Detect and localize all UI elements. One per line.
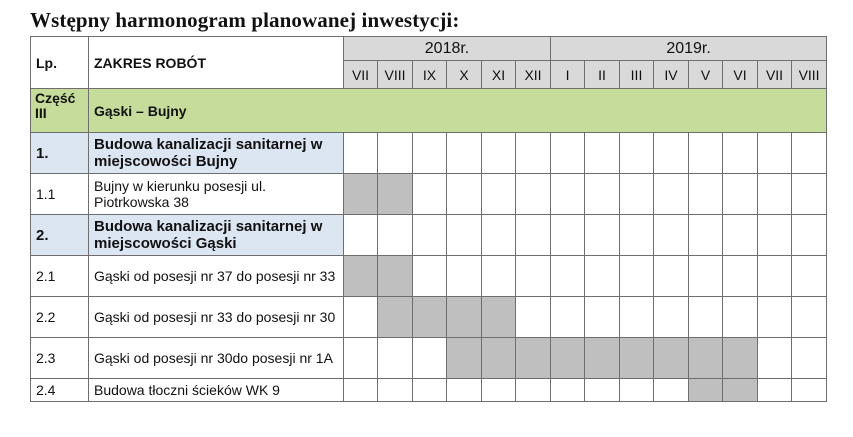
schedule-cell bbox=[723, 256, 758, 297]
schedule-cell bbox=[620, 256, 654, 297]
schedule-cell bbox=[482, 174, 516, 215]
schedule-cell bbox=[482, 256, 516, 297]
schedule-cell bbox=[378, 338, 413, 379]
schedule-cell bbox=[516, 256, 551, 297]
schedule-cell bbox=[620, 215, 654, 256]
schedule-cell bbox=[758, 215, 792, 256]
schedule-cell bbox=[447, 133, 482, 174]
schedule-cell-active bbox=[447, 297, 482, 338]
schedule-cell bbox=[447, 174, 482, 215]
row-number: 2.4 bbox=[31, 379, 89, 402]
schedule-cell bbox=[620, 379, 654, 402]
schedule-cell-active bbox=[378, 297, 413, 338]
schedule-cell bbox=[344, 297, 378, 338]
schedule-cell bbox=[378, 379, 413, 402]
row-number: 2.3 bbox=[31, 338, 89, 379]
part-row bbox=[31, 89, 827, 133]
schedule-cell bbox=[447, 256, 482, 297]
schedule-cell bbox=[758, 338, 792, 379]
schedule-cell bbox=[758, 133, 792, 174]
schedule-cell bbox=[723, 174, 758, 215]
month-header: X bbox=[447, 61, 482, 89]
month-header: VII bbox=[758, 61, 792, 89]
lp-header: Lp. bbox=[31, 37, 89, 89]
schedule-cell-active bbox=[378, 174, 413, 215]
schedule-cell bbox=[654, 174, 689, 215]
schedule-cell bbox=[482, 215, 516, 256]
task-row bbox=[31, 379, 827, 402]
schedule-cell bbox=[758, 174, 792, 215]
month-header: III bbox=[620, 61, 654, 89]
month-header: XI bbox=[482, 61, 516, 89]
schedule-cell bbox=[689, 215, 723, 256]
schedule-cell bbox=[723, 133, 758, 174]
row-number: 1.1 bbox=[31, 174, 89, 215]
schedule-cell bbox=[516, 297, 551, 338]
schedule-cell bbox=[344, 338, 378, 379]
month-header: I bbox=[551, 61, 585, 89]
month-header: IV bbox=[654, 61, 689, 89]
schedule-cell bbox=[516, 215, 551, 256]
schedule-cell bbox=[654, 256, 689, 297]
month-header: VI bbox=[723, 61, 758, 89]
schedule-cell-active bbox=[482, 338, 516, 379]
schedule-cell bbox=[413, 256, 447, 297]
schedule-cell-active bbox=[447, 338, 482, 379]
schedule-cell bbox=[516, 379, 551, 402]
year-header: 2018r. bbox=[344, 37, 551, 61]
schedule-cell bbox=[551, 174, 585, 215]
row-description: Gąski od posesji nr 30do posesji nr 1A bbox=[89, 338, 344, 379]
row-description: Gąski od posesji nr 33 do posesji nr 30 bbox=[89, 297, 344, 338]
schedule-cell bbox=[792, 297, 827, 338]
month-header: VIII bbox=[792, 61, 827, 89]
schedule-cell bbox=[620, 133, 654, 174]
section-row bbox=[31, 215, 827, 256]
row-number: 2.2 bbox=[31, 297, 89, 338]
schedule-cell bbox=[792, 338, 827, 379]
schedule-cell bbox=[585, 379, 620, 402]
task-row bbox=[31, 297, 827, 338]
schedule-cell-active bbox=[689, 379, 723, 402]
year-header: 2019r. bbox=[551, 37, 827, 61]
schedule-cell bbox=[689, 297, 723, 338]
schedule-cell bbox=[585, 133, 620, 174]
schedule-cell bbox=[689, 133, 723, 174]
schedule-cell bbox=[413, 133, 447, 174]
task-row bbox=[31, 338, 827, 379]
month-header: II bbox=[585, 61, 620, 89]
month-header: VIII bbox=[378, 61, 413, 89]
section-row bbox=[31, 133, 827, 174]
schedule-cell bbox=[378, 133, 413, 174]
schedule-cell bbox=[758, 297, 792, 338]
schedule-cell bbox=[620, 297, 654, 338]
schedule-cell bbox=[551, 297, 585, 338]
row-number: 1. bbox=[31, 133, 89, 174]
part-name: Gąski – Bujny bbox=[89, 89, 827, 133]
schedule-cell bbox=[344, 215, 378, 256]
schedule-cell bbox=[654, 215, 689, 256]
task-row bbox=[31, 256, 827, 297]
schedule-cell bbox=[620, 174, 654, 215]
schedule-cell-active bbox=[482, 297, 516, 338]
schedule-cell bbox=[551, 379, 585, 402]
schedule-cell bbox=[792, 133, 827, 174]
schedule-cell bbox=[413, 338, 447, 379]
schedule-cell bbox=[344, 379, 378, 402]
schedule-cell bbox=[344, 133, 378, 174]
schedule-cell bbox=[758, 256, 792, 297]
schedule-cell bbox=[758, 379, 792, 402]
schedule-cell bbox=[585, 174, 620, 215]
header-row-years bbox=[31, 37, 827, 61]
schedule-cell bbox=[585, 297, 620, 338]
month-header: IX bbox=[413, 61, 447, 89]
schedule-cell bbox=[413, 174, 447, 215]
schedule-cell bbox=[516, 174, 551, 215]
schedule-cell bbox=[551, 215, 585, 256]
schedule-cell bbox=[447, 379, 482, 402]
row-description: Budowa kanalizacji sanitarnej w miejscowości Bujny bbox=[89, 133, 344, 174]
schedule-cell-active bbox=[344, 256, 378, 297]
schedule-cell bbox=[654, 379, 689, 402]
schedule-cell bbox=[413, 215, 447, 256]
schedule-cell-active bbox=[689, 338, 723, 379]
schedule-cell bbox=[378, 215, 413, 256]
schedule-cell-active bbox=[344, 174, 378, 215]
schedule-cell-active bbox=[551, 338, 585, 379]
schedule-cell bbox=[723, 215, 758, 256]
schedule-table bbox=[30, 36, 827, 402]
month-header: XII bbox=[516, 61, 551, 89]
schedule-cell-active bbox=[620, 338, 654, 379]
row-description: Gąski od posesji nr 37 do posesji nr 33 bbox=[89, 256, 344, 297]
schedule-cell bbox=[447, 215, 482, 256]
row-description: Budowa tłoczni ścieków WK 9 bbox=[89, 379, 344, 402]
schedule-cell-active bbox=[654, 338, 689, 379]
schedule-cell-active bbox=[723, 379, 758, 402]
schedule-cell bbox=[516, 133, 551, 174]
schedule-cell-active bbox=[585, 338, 620, 379]
schedule-cell bbox=[792, 256, 827, 297]
month-header: V bbox=[689, 61, 723, 89]
schedule-cell bbox=[792, 215, 827, 256]
schedule-cell-active bbox=[413, 297, 447, 338]
schedule-cell bbox=[792, 174, 827, 215]
row-number: 2.1 bbox=[31, 256, 89, 297]
document-title: Wstępny harmonogram planowanej inwestycji: bbox=[30, 8, 460, 32]
row-description: Bujny w kierunku posesji ul. Piotrkowska 38 bbox=[89, 174, 344, 215]
row-number: 2. bbox=[31, 215, 89, 256]
schedule-cell bbox=[654, 297, 689, 338]
schedule-cell-active bbox=[516, 338, 551, 379]
schedule-cell bbox=[792, 379, 827, 402]
schedule-cell bbox=[585, 256, 620, 297]
schedule-cell bbox=[654, 133, 689, 174]
part-number: Część III bbox=[31, 89, 89, 133]
schedule-cell bbox=[551, 133, 585, 174]
schedule-cell bbox=[585, 215, 620, 256]
task-row bbox=[31, 174, 827, 215]
schedule-cell bbox=[723, 297, 758, 338]
schedule-cell-active bbox=[378, 256, 413, 297]
month-header: VII bbox=[344, 61, 378, 89]
row-description: Budowa kanalizacji sanitarnej w miejscowości Gąski bbox=[89, 215, 344, 256]
schedule-cell bbox=[482, 379, 516, 402]
schedule-cell bbox=[689, 174, 723, 215]
schedule-cell-active bbox=[723, 338, 758, 379]
schedule-cell bbox=[413, 379, 447, 402]
scope-header: ZAKRES ROBÓT bbox=[89, 37, 344, 89]
schedule-cell bbox=[551, 256, 585, 297]
schedule-cell bbox=[689, 256, 723, 297]
schedule-cell bbox=[482, 133, 516, 174]
